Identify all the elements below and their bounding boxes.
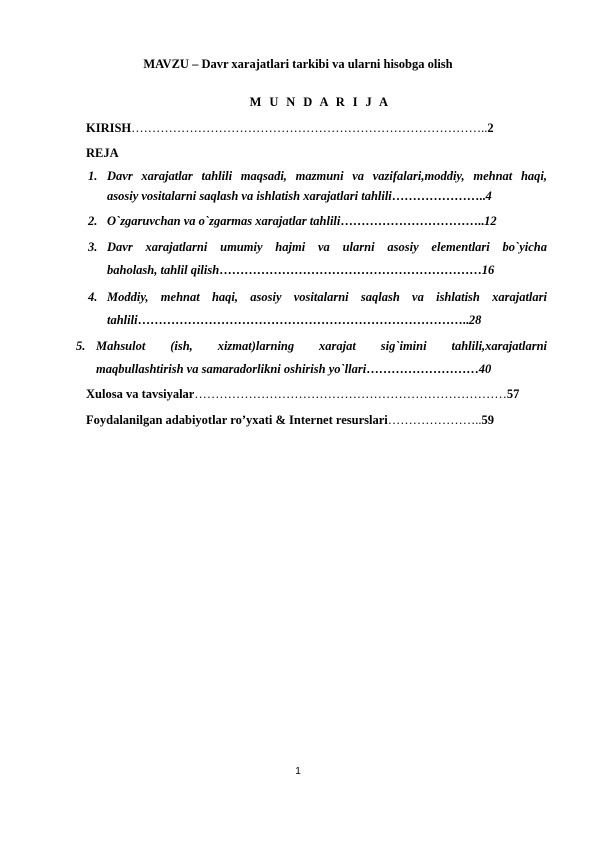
toc-item-4-line2[interactable]: [107, 312, 481, 328]
toc-leader-dots: ……………………………..: [340, 214, 485, 228]
toc-heading: M U N D A R I J A: [249, 95, 391, 109]
toc-page-number: 57: [506, 387, 520, 401]
toc-item-4-text: tahlili: [107, 313, 138, 327]
toc-item-2-line1[interactable]: [107, 213, 497, 229]
toc-item-4-number: 4.: [88, 290, 98, 304]
toc-item-5-line2[interactable]: [96, 361, 491, 377]
page-title: MAVZU – Davr xarajatlari tarkibi va ularni hisobga olish: [143, 57, 453, 71]
reja-label: REJA: [86, 146, 119, 160]
toc-page-number: 2: [487, 121, 494, 135]
toc-entry-kirish[interactable]: [86, 120, 494, 136]
toc-leader-dots: ………………………………………………………: [219, 263, 482, 277]
toc-page-number: 4: [485, 189, 492, 203]
toc-page-number: 12: [484, 214, 497, 228]
toc-item-2-text: O`zgaruvchan va o`zgarmas xarajatlar tahlili: [107, 214, 341, 228]
toc-entry-foydalanilgan[interactable]: [86, 412, 494, 428]
page-number: 1: [295, 766, 301, 777]
toc-item-3-line1[interactable]: Davr xarajatlarni umumiy hajmi va ularni asosiy elementlari bo`yicha: [107, 240, 547, 254]
toc-item-3-line2[interactable]: [107, 262, 494, 278]
toc-entry-label: Xulosa va tavsiyalar: [86, 387, 195, 401]
toc-item-5-line1[interactable]: Mahsulot (ish, xizmat)larning xarajat sig`imini tahlili,xarajatlarni: [96, 339, 547, 353]
toc-page-number: 16: [481, 263, 495, 277]
toc-leader-dots: ………………………: [366, 362, 479, 376]
toc-item-5-number: 5.: [76, 339, 86, 353]
toc-leader-dots: …………………..: [391, 189, 486, 203]
toc-item-1-line2[interactable]: [107, 188, 492, 204]
toc-leader-dots: …………………………………………………………………………..: [131, 121, 488, 135]
toc-item-4-line1[interactable]: Moddiy, mehnat haqi, asosiy vositalarni saqlash va ishlatish xarajatlari: [107, 290, 547, 304]
toc-item-3-text: baholash, tahlil qilish: [107, 263, 220, 277]
toc-leader-dots: …………………………………………………………………: [194, 387, 507, 401]
toc-item-5-text: maqbullashtirish va samaradorlikni oshirish yo`llari: [96, 362, 367, 376]
toc-leader-dots: …………………..: [387, 413, 482, 427]
toc-item-3-number: 3.: [88, 240, 98, 254]
toc-item-1-line1[interactable]: Davr xarajatlar tahlili maqsadi, mazmuni va vazifalari,moddiy, mehnat haqi,: [107, 169, 547, 183]
toc-entry-xulosa[interactable]: [86, 386, 519, 402]
toc-page-number: 59: [481, 413, 494, 427]
toc-page-number: 40: [478, 362, 492, 376]
toc-leader-dots: ……………………………………………………………………..: [137, 313, 469, 327]
toc-item-1-text: asosiy vositalarni saqlash va ishlatish xarajatlari tahlili: [107, 189, 392, 203]
toc-entry-label: Foydalanilgan adabiyotlar ro’yxati & Internet resurslari: [86, 413, 388, 427]
toc-item-2-number: 2.: [88, 214, 98, 228]
toc-item-1-number: 1.: [88, 169, 98, 183]
toc-entry-label: KIRISH: [86, 121, 132, 135]
toc-page-number: 28: [468, 313, 482, 327]
